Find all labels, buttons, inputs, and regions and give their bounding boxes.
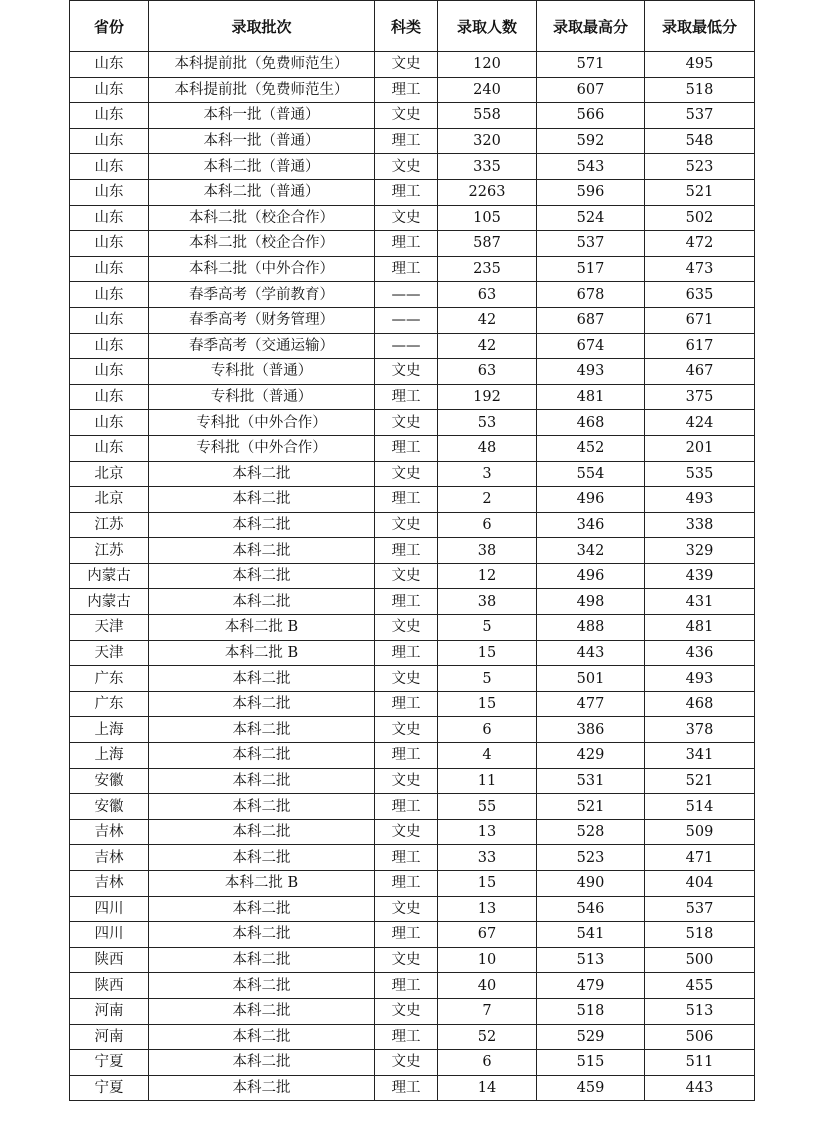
cell-highest-score: 517: [537, 256, 645, 282]
cell-batch: 本科二批（中外合作）: [149, 256, 375, 282]
cell-province: 山东: [70, 384, 149, 410]
cell-highest-score: 342: [537, 538, 645, 564]
cell-admitted-count: 6: [438, 717, 537, 743]
cell-province: 江苏: [70, 538, 149, 564]
cell-batch: 本科二批 B: [149, 640, 375, 666]
cell-highest-score: 687: [537, 307, 645, 333]
table-row: [70, 973, 755, 999]
header-category: 科类: [375, 1, 438, 52]
cell-admitted-count: 63: [438, 282, 537, 308]
cell-batch: 本科二批: [149, 973, 375, 999]
cell-province: 山东: [70, 128, 149, 154]
cell-highest-score: 678: [537, 282, 645, 308]
cell-highest-score: 513: [537, 947, 645, 973]
cell-category: 文史: [375, 768, 438, 794]
table-row: [70, 359, 755, 385]
cell-lowest-score: 511: [645, 1050, 755, 1076]
table-row: [70, 998, 755, 1024]
cell-admitted-count: 48: [438, 435, 537, 461]
cell-admitted-count: 6: [438, 1050, 537, 1076]
cell-province: 山东: [70, 359, 149, 385]
table-row: [70, 1050, 755, 1076]
cell-admitted-count: 240: [438, 77, 537, 103]
cell-lowest-score: 537: [645, 103, 755, 129]
cell-province: 山东: [70, 256, 149, 282]
cell-province: 吉林: [70, 819, 149, 845]
cell-category: 文史: [375, 52, 438, 78]
cell-admitted-count: 12: [438, 563, 537, 589]
cell-lowest-score: 467: [645, 359, 755, 385]
cell-lowest-score: 481: [645, 615, 755, 641]
cell-province: 山东: [70, 333, 149, 359]
cell-admitted-count: 335: [438, 154, 537, 180]
cell-batch: 本科二批: [149, 538, 375, 564]
cell-highest-score: 386: [537, 717, 645, 743]
cell-province: 山东: [70, 282, 149, 308]
cell-batch: 本科二批: [149, 717, 375, 743]
cell-category: 理工: [375, 871, 438, 897]
cell-category: 理工: [375, 589, 438, 615]
cell-highest-score: 493: [537, 359, 645, 385]
cell-lowest-score: 472: [645, 231, 755, 257]
cell-lowest-score: 506: [645, 1024, 755, 1050]
cell-highest-score: 459: [537, 1075, 645, 1101]
cell-category: 理工: [375, 77, 438, 103]
cell-category: 理工: [375, 256, 438, 282]
cell-lowest-score: 518: [645, 77, 755, 103]
cell-admitted-count: 53: [438, 410, 537, 436]
cell-admitted-count: 15: [438, 691, 537, 717]
table-row: [70, 205, 755, 231]
cell-category: ——: [375, 307, 438, 333]
cell-category: 理工: [375, 922, 438, 948]
cell-batch: 本科二批: [149, 1050, 375, 1076]
table-row: [70, 282, 755, 308]
table-row: [70, 103, 755, 129]
cell-batch: 本科二批: [149, 563, 375, 589]
cell-admitted-count: 3: [438, 461, 537, 487]
table-row: [70, 768, 755, 794]
cell-batch: 本科二批: [149, 845, 375, 871]
cell-lowest-score: 455: [645, 973, 755, 999]
table-row: [70, 410, 755, 436]
cell-admitted-count: 33: [438, 845, 537, 871]
table-row: [70, 563, 755, 589]
table-row: [70, 333, 755, 359]
cell-highest-score: 501: [537, 666, 645, 692]
cell-lowest-score: 471: [645, 845, 755, 871]
header-highest-score: 录取最高分: [537, 1, 645, 52]
table-body: [70, 52, 755, 1101]
cell-highest-score: 543: [537, 154, 645, 180]
cell-category: 理工: [375, 179, 438, 205]
cell-highest-score: 554: [537, 461, 645, 487]
table-row: [70, 1075, 755, 1101]
cell-admitted-count: 558: [438, 103, 537, 129]
table-row: [70, 589, 755, 615]
cell-lowest-score: 518: [645, 922, 755, 948]
cell-province: 上海: [70, 743, 149, 769]
cell-admitted-count: 5: [438, 666, 537, 692]
cell-province: 江苏: [70, 512, 149, 538]
cell-category: 文史: [375, 615, 438, 641]
cell-province: 天津: [70, 640, 149, 666]
cell-highest-score: 537: [537, 231, 645, 257]
cell-category: 文史: [375, 947, 438, 973]
cell-province: 山东: [70, 52, 149, 78]
cell-lowest-score: 671: [645, 307, 755, 333]
cell-province: 四川: [70, 896, 149, 922]
cell-admitted-count: 55: [438, 794, 537, 820]
cell-batch: 本科一批（普通）: [149, 128, 375, 154]
table-row: [70, 231, 755, 257]
header-row: [70, 1, 755, 52]
cell-lowest-score: 493: [645, 666, 755, 692]
cell-highest-score: 443: [537, 640, 645, 666]
cell-category: 理工: [375, 1075, 438, 1101]
cell-highest-score: 490: [537, 871, 645, 897]
cell-category: 文史: [375, 666, 438, 692]
table-row: [70, 128, 755, 154]
cell-province: 山东: [70, 435, 149, 461]
cell-batch: 本科二批: [149, 768, 375, 794]
cell-lowest-score: 495: [645, 52, 755, 78]
cell-admitted-count: 67: [438, 922, 537, 948]
cell-batch: 春季高考（交通运输）: [149, 333, 375, 359]
cell-batch: 本科一批（普通）: [149, 103, 375, 129]
table-row: [70, 307, 755, 333]
cell-admitted-count: 2: [438, 487, 537, 513]
cell-lowest-score: 500: [645, 947, 755, 973]
cell-batch: 本科二批: [149, 947, 375, 973]
cell-batch: 本科二批: [149, 922, 375, 948]
cell-province: 北京: [70, 487, 149, 513]
table-row: [70, 538, 755, 564]
cell-highest-score: 596: [537, 179, 645, 205]
cell-batch: 本科二批: [149, 666, 375, 692]
cell-province: 陕西: [70, 947, 149, 973]
cell-province: 陕西: [70, 973, 149, 999]
cell-lowest-score: 514: [645, 794, 755, 820]
cell-lowest-score: 404: [645, 871, 755, 897]
cell-province: 内蒙古: [70, 589, 149, 615]
cell-lowest-score: 439: [645, 563, 755, 589]
cell-admitted-count: 14: [438, 1075, 537, 1101]
cell-lowest-score: 378: [645, 717, 755, 743]
cell-lowest-score: 375: [645, 384, 755, 410]
cell-highest-score: 498: [537, 589, 645, 615]
table-row: [70, 743, 755, 769]
table-row: [70, 947, 755, 973]
table-row: [70, 871, 755, 897]
table-row: [70, 179, 755, 205]
cell-highest-score: 452: [537, 435, 645, 461]
cell-batch: 本科二批（普通）: [149, 179, 375, 205]
cell-lowest-score: 521: [645, 179, 755, 205]
cell-category: 文史: [375, 512, 438, 538]
table-row: [70, 52, 755, 78]
cell-lowest-score: 537: [645, 896, 755, 922]
cell-province: 安徽: [70, 794, 149, 820]
cell-highest-score: 477: [537, 691, 645, 717]
cell-admitted-count: 42: [438, 333, 537, 359]
cell-admitted-count: 6: [438, 512, 537, 538]
table-row: [70, 154, 755, 180]
cell-highest-score: 496: [537, 563, 645, 589]
cell-highest-score: 529: [537, 1024, 645, 1050]
cell-lowest-score: 548: [645, 128, 755, 154]
cell-category: 文史: [375, 410, 438, 436]
cell-category: 理工: [375, 231, 438, 257]
cell-lowest-score: 523: [645, 154, 755, 180]
cell-highest-score: 518: [537, 998, 645, 1024]
cell-category: ——: [375, 282, 438, 308]
table-row: [70, 461, 755, 487]
table-row: [70, 384, 755, 410]
cell-highest-score: 674: [537, 333, 645, 359]
cell-highest-score: 541: [537, 922, 645, 948]
cell-highest-score: 531: [537, 768, 645, 794]
table-row: [70, 512, 755, 538]
cell-category: 理工: [375, 1024, 438, 1050]
table-row: [70, 256, 755, 282]
cell-highest-score: 481: [537, 384, 645, 410]
cell-admitted-count: 15: [438, 871, 537, 897]
cell-admitted-count: 42: [438, 307, 537, 333]
cell-batch: 本科二批 B: [149, 615, 375, 641]
cell-category: 理工: [375, 845, 438, 871]
cell-province: 河南: [70, 1024, 149, 1050]
cell-province: 吉林: [70, 845, 149, 871]
cell-category: 理工: [375, 487, 438, 513]
cell-lowest-score: 502: [645, 205, 755, 231]
cell-category: 文史: [375, 359, 438, 385]
cell-lowest-score: 443: [645, 1075, 755, 1101]
cell-lowest-score: 338: [645, 512, 755, 538]
cell-lowest-score: 535: [645, 461, 755, 487]
cell-admitted-count: 40: [438, 973, 537, 999]
cell-highest-score: 496: [537, 487, 645, 513]
table-row: [70, 845, 755, 871]
cell-province: 山东: [70, 154, 149, 180]
cell-batch: 本科二批: [149, 487, 375, 513]
header-batch: 录取批次: [149, 1, 375, 52]
table-row: [70, 615, 755, 641]
table-row: [70, 435, 755, 461]
cell-highest-score: 468: [537, 410, 645, 436]
cell-province: 安徽: [70, 768, 149, 794]
cell-province: 四川: [70, 922, 149, 948]
cell-province: 广东: [70, 666, 149, 692]
cell-batch: 本科二批: [149, 998, 375, 1024]
cell-admitted-count: 15: [438, 640, 537, 666]
cell-category: ——: [375, 333, 438, 359]
cell-batch: 本科二批: [149, 461, 375, 487]
cell-batch: 专科批（普通）: [149, 359, 375, 385]
cell-province: 山东: [70, 77, 149, 103]
cell-batch: 本科二批: [149, 1075, 375, 1101]
cell-lowest-score: 493: [645, 487, 755, 513]
cell-admitted-count: 7: [438, 998, 537, 1024]
cell-batch: 专科批（普通）: [149, 384, 375, 410]
cell-highest-score: 546: [537, 896, 645, 922]
cell-province: 山东: [70, 307, 149, 333]
cell-category: 理工: [375, 640, 438, 666]
cell-lowest-score: 617: [645, 333, 755, 359]
cell-category: 文史: [375, 819, 438, 845]
table-row: [70, 794, 755, 820]
table-header: [70, 1, 755, 52]
cell-batch: 专科批（中外合作）: [149, 410, 375, 436]
cell-batch: 本科二批（普通）: [149, 154, 375, 180]
cell-category: 文史: [375, 205, 438, 231]
cell-batch: 专科批（中外合作）: [149, 435, 375, 461]
cell-category: 文史: [375, 103, 438, 129]
cell-category: 文史: [375, 896, 438, 922]
table-row: [70, 896, 755, 922]
cell-highest-score: 429: [537, 743, 645, 769]
cell-province: 河南: [70, 998, 149, 1024]
cell-batch: 本科二批: [149, 819, 375, 845]
cell-admitted-count: 587: [438, 231, 537, 257]
table-row: [70, 666, 755, 692]
cell-batch: 本科二批: [149, 691, 375, 717]
header-lowest-score: 录取最低分: [645, 1, 755, 52]
cell-province: 宁夏: [70, 1075, 149, 1101]
cell-lowest-score: 509: [645, 819, 755, 845]
cell-batch: 本科二批 B: [149, 871, 375, 897]
cell-batch: 本科二批: [149, 589, 375, 615]
cell-category: 理工: [375, 973, 438, 999]
header-province: 省份: [70, 1, 149, 52]
table-row: [70, 819, 755, 845]
cell-lowest-score: 431: [645, 589, 755, 615]
admission-table: [69, 0, 755, 1101]
cell-admitted-count: 38: [438, 589, 537, 615]
cell-highest-score: 346: [537, 512, 645, 538]
cell-province: 宁夏: [70, 1050, 149, 1076]
header-admitted-count: 录取人数: [438, 1, 537, 52]
cell-admitted-count: 4: [438, 743, 537, 769]
cell-batch: 本科二批: [149, 896, 375, 922]
table-row: [70, 640, 755, 666]
cell-batch: 本科二批: [149, 743, 375, 769]
cell-admitted-count: 63: [438, 359, 537, 385]
cell-province: 天津: [70, 615, 149, 641]
cell-province: 山东: [70, 205, 149, 231]
cell-admitted-count: 320: [438, 128, 537, 154]
cell-lowest-score: 436: [645, 640, 755, 666]
cell-highest-score: 479: [537, 973, 645, 999]
cell-batch: 本科提前批（免费师范生）: [149, 77, 375, 103]
cell-admitted-count: 105: [438, 205, 537, 231]
cell-category: 文史: [375, 563, 438, 589]
cell-admitted-count: 13: [438, 819, 537, 845]
cell-province: 上海: [70, 717, 149, 743]
cell-province: 山东: [70, 410, 149, 436]
cell-category: 文史: [375, 1050, 438, 1076]
cell-category: 理工: [375, 435, 438, 461]
cell-highest-score: 528: [537, 819, 645, 845]
cell-batch: 本科二批: [149, 512, 375, 538]
cell-province: 山东: [70, 179, 149, 205]
cell-admitted-count: 235: [438, 256, 537, 282]
cell-batch: 春季高考（学前教育）: [149, 282, 375, 308]
cell-category: 理工: [375, 384, 438, 410]
cell-lowest-score: 468: [645, 691, 755, 717]
cell-highest-score: 607: [537, 77, 645, 103]
cell-category: 文史: [375, 998, 438, 1024]
admission-table-container: [69, 0, 755, 1101]
cell-highest-score: 521: [537, 794, 645, 820]
cell-admitted-count: 52: [438, 1024, 537, 1050]
cell-province: 内蒙古: [70, 563, 149, 589]
cell-batch: 本科提前批（免费师范生）: [149, 52, 375, 78]
cell-highest-score: 592: [537, 128, 645, 154]
table-row: [70, 717, 755, 743]
cell-lowest-score: 341: [645, 743, 755, 769]
cell-province: 山东: [70, 103, 149, 129]
cell-highest-score: 566: [537, 103, 645, 129]
cell-admitted-count: 120: [438, 52, 537, 78]
cell-province: 吉林: [70, 871, 149, 897]
cell-admitted-count: 10: [438, 947, 537, 973]
table-row: [70, 1024, 755, 1050]
cell-category: 理工: [375, 794, 438, 820]
cell-admitted-count: 5: [438, 615, 537, 641]
cell-batch: 春季高考（财务管理）: [149, 307, 375, 333]
cell-batch: 本科二批: [149, 1024, 375, 1050]
cell-highest-score: 515: [537, 1050, 645, 1076]
cell-admitted-count: 13: [438, 896, 537, 922]
cell-lowest-score: 521: [645, 768, 755, 794]
cell-category: 理工: [375, 538, 438, 564]
table-row: [70, 922, 755, 948]
cell-highest-score: 488: [537, 615, 645, 641]
cell-province: 北京: [70, 461, 149, 487]
cell-highest-score: 523: [537, 845, 645, 871]
cell-highest-score: 571: [537, 52, 645, 78]
cell-lowest-score: 635: [645, 282, 755, 308]
cell-category: 文史: [375, 154, 438, 180]
cell-province: 山东: [70, 231, 149, 257]
cell-category: 理工: [375, 743, 438, 769]
cell-province: 广东: [70, 691, 149, 717]
cell-category: 文史: [375, 717, 438, 743]
cell-lowest-score: 424: [645, 410, 755, 436]
cell-batch: 本科二批（校企合作）: [149, 205, 375, 231]
cell-batch: 本科二批（校企合作）: [149, 231, 375, 257]
cell-lowest-score: 473: [645, 256, 755, 282]
cell-category: 文史: [375, 461, 438, 487]
cell-category: 理工: [375, 128, 438, 154]
table-row: [70, 487, 755, 513]
cell-highest-score: 524: [537, 205, 645, 231]
cell-category: 理工: [375, 691, 438, 717]
cell-batch: 本科二批: [149, 794, 375, 820]
cell-lowest-score: 329: [645, 538, 755, 564]
cell-lowest-score: 513: [645, 998, 755, 1024]
cell-admitted-count: 11: [438, 768, 537, 794]
table-row: [70, 691, 755, 717]
cell-admitted-count: 192: [438, 384, 537, 410]
cell-admitted-count: 2263: [438, 179, 537, 205]
cell-lowest-score: 201: [645, 435, 755, 461]
cell-admitted-count: 38: [438, 538, 537, 564]
table-row: [70, 77, 755, 103]
